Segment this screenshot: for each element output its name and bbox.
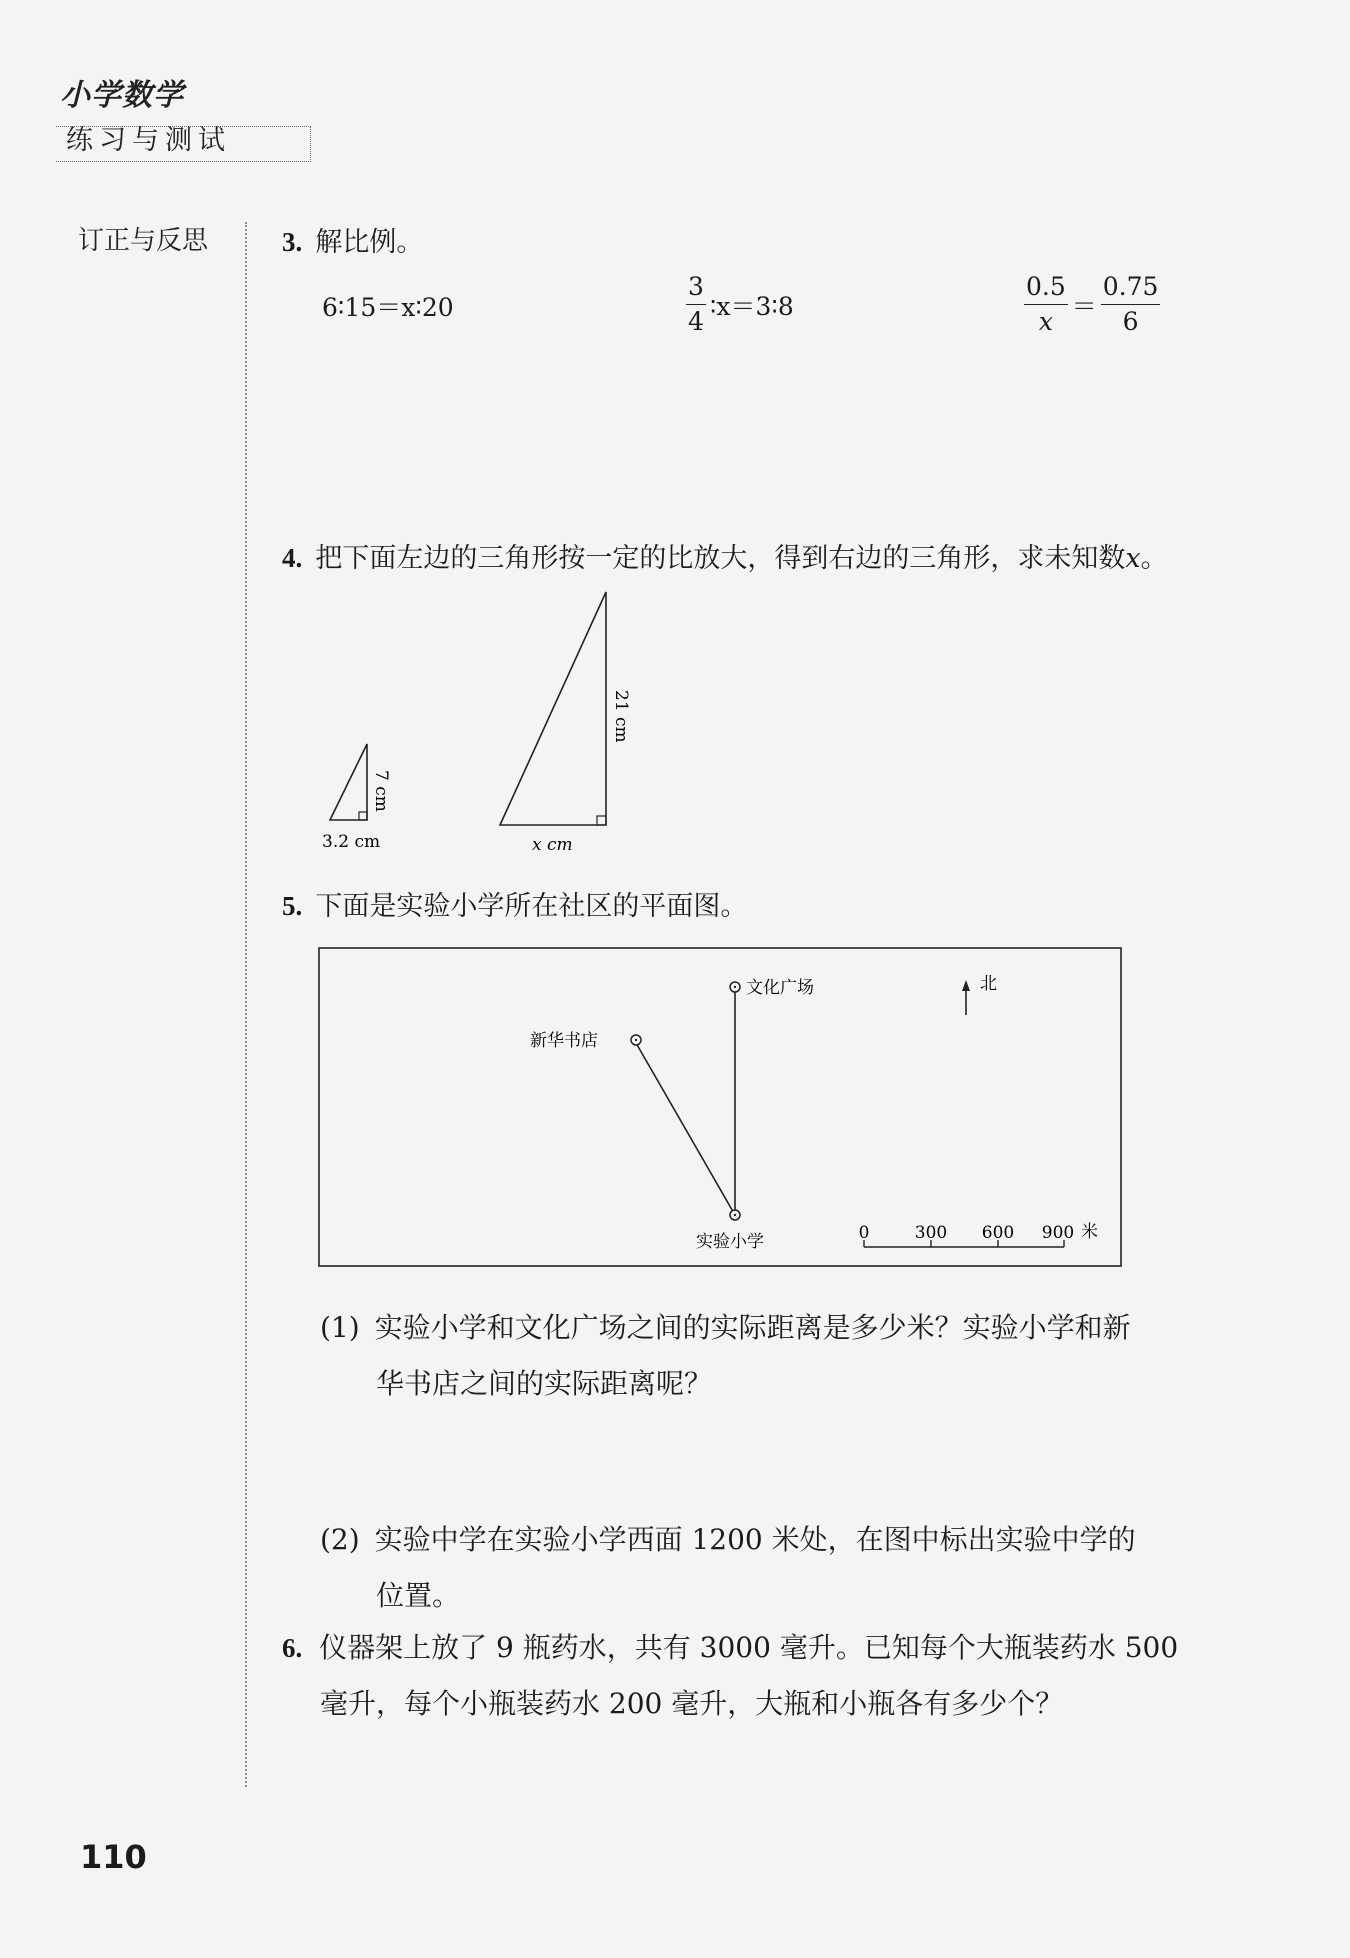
denominator: 4 <box>688 307 704 336</box>
question-prompt: 把下面左边的三角形按一定的比放大，得到右边的三角形，求未知数 <box>315 543 1126 574</box>
north-label: 北 <box>980 974 997 994</box>
subquestion-number: (2) <box>320 1523 360 1556</box>
question-number: 5. <box>282 891 303 921</box>
culture-square-label: 文化广场 <box>746 978 814 998</box>
scale-unit: 米 <box>1081 1222 1098 1242</box>
equation-3 <box>1020 272 1164 337</box>
community-map <box>318 947 1124 1269</box>
equation-rest: ∶x＝3∶8 <box>709 291 794 321</box>
question-prompt: 解比例。 <box>315 227 424 258</box>
small-height-label: 7 cm <box>371 770 391 812</box>
question-text-continued: 毫升，每个小瓶装药水 200 毫升，大瓶和小瓶各有多少个？ <box>320 1687 1064 1720</box>
subquestion-2 <box>320 1512 1136 1624</box>
large-right-angle-mark <box>597 816 606 825</box>
small-triangle <box>330 744 367 820</box>
question-number: 6. <box>282 1633 303 1663</box>
route-school-to-bookstore <box>636 1043 735 1215</box>
numerator: 3 <box>686 272 706 305</box>
subquestion-text: 实验中学在实验小学西面 1200 米处，在图中标出实验中学的 <box>374 1523 1136 1556</box>
question-number: 3. <box>282 227 303 257</box>
prompt-variable: x <box>1125 543 1141 574</box>
page-number: 110 <box>80 1838 147 1876</box>
subquestion-text-continued: 位置。 <box>376 1579 461 1612</box>
large-height-label: 21 cm <box>611 690 631 743</box>
school-label: 实验小学 <box>696 1232 764 1252</box>
north-arrow-head <box>962 980 970 991</box>
question-text: 仪器架上放了 9 瓶药水，共有 3000 毫升。已知每个大瓶装药水 500 <box>319 1631 1179 1664</box>
prompt-end: 。 <box>1140 543 1168 574</box>
large-base-label: x cm <box>532 835 573 855</box>
scale-label-600: 600 <box>981 1223 1015 1243</box>
series-title: 小学数学 <box>60 78 184 113</box>
fraction-left <box>1024 272 1068 337</box>
fraction <box>686 272 706 337</box>
marker-dot <box>734 986 736 988</box>
numerator: 0.75 <box>1101 272 1161 305</box>
subquestion-number: (1) <box>320 1311 360 1344</box>
numerator: 0.5 <box>1024 272 1068 305</box>
question-number: 4. <box>282 543 303 573</box>
triangle-figures <box>300 580 660 860</box>
book-subtitle: 练习与测试 <box>66 125 231 156</box>
equation-1: 6∶15＝x∶20 <box>322 293 454 322</box>
subquestion-text-continued: 华书店之间的实际距离呢？ <box>376 1367 713 1400</box>
marker-dot <box>734 1214 736 1216</box>
scale-label-900: 900 <box>1041 1223 1075 1243</box>
subquestion-text: 实验小学和文化广场之间的实际距离是多少米？实验小学和新 <box>374 1311 1131 1344</box>
question-prompt: 下面是实验小学所在社区的平面图。 <box>315 891 748 922</box>
small-right-angle-mark <box>359 812 367 820</box>
scale-label-300: 300 <box>914 1223 948 1243</box>
bookstore-label: 新华书店 <box>530 1031 598 1051</box>
small-base-label: 3.2 cm <box>322 832 381 852</box>
equals-sign: ＝ <box>1071 291 1097 321</box>
marker-dot <box>635 1039 637 1041</box>
map-border <box>319 948 1121 1266</box>
denominator: x <box>1038 307 1053 336</box>
large-triangle <box>500 592 606 825</box>
question-4 <box>282 536 1168 575</box>
margin-divider <box>245 222 247 1787</box>
question-5 <box>282 884 747 923</box>
equation-2 <box>682 272 794 337</box>
scale-label-0: 0 <box>858 1223 870 1243</box>
subquestion-1 <box>320 1300 1131 1412</box>
margin-title: 订正与反思 <box>78 226 209 256</box>
question-6 <box>282 1620 1178 1732</box>
fraction-right <box>1101 272 1161 337</box>
question-3 <box>282 220 423 259</box>
denominator: 6 <box>1122 307 1139 336</box>
